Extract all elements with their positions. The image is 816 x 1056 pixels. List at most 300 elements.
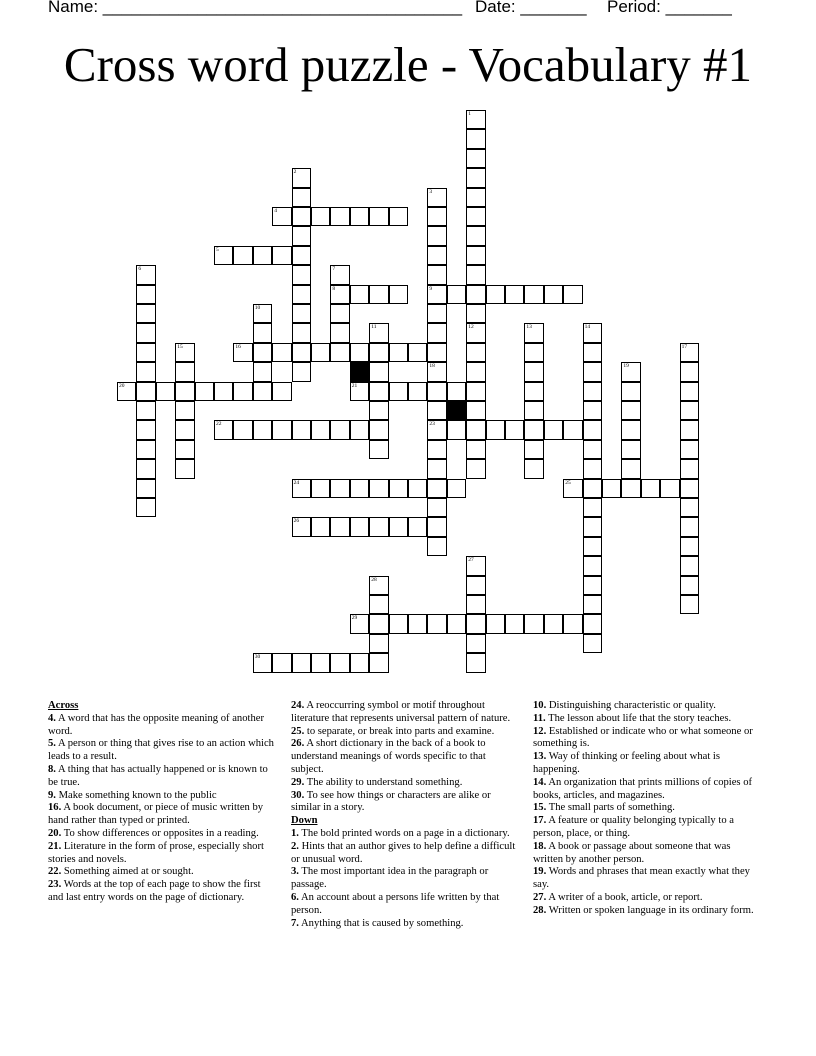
- grid-cell[interactable]: [466, 265, 485, 284]
- clue-number: 19: [623, 363, 629, 370]
- clue-item-number: 22.: [48, 866, 62, 878]
- grid-cell[interactable]: [272, 343, 291, 362]
- grid-cell[interactable]: [408, 517, 427, 536]
- grid-cell[interactable]: [136, 265, 155, 284]
- grid-cell[interactable]: [369, 401, 388, 420]
- clue-number: 18: [429, 363, 435, 370]
- name-field[interactable]: Name: ______________________________________: [48, 0, 463, 16]
- clue-item-number: 21.: [48, 840, 62, 852]
- grid-cell[interactable]: [447, 614, 466, 633]
- grid-cell[interactable]: [466, 343, 485, 362]
- grid-cell[interactable]: [408, 614, 427, 633]
- grid-cell[interactable]: [466, 459, 485, 478]
- grid-cell[interactable]: [330, 323, 349, 342]
- grid-cell[interactable]: [466, 362, 485, 381]
- grid-cell[interactable]: [369, 595, 388, 614]
- grid-cell[interactable]: [427, 285, 446, 304]
- clue-number: 29: [351, 615, 358, 622]
- grid-cell[interactable]: [680, 362, 699, 381]
- clues-column-3: [533, 700, 759, 918]
- grid-cell[interactable]: [447, 285, 466, 304]
- clue-item-text: The ability to understand something.: [306, 776, 463, 788]
- grid-cell[interactable]: [583, 537, 602, 556]
- grid-cell[interactable]: [292, 188, 311, 207]
- grid-cell[interactable]: [330, 343, 349, 362]
- grid-cell[interactable]: [427, 498, 446, 517]
- grid-cell[interactable]: [350, 517, 369, 536]
- clue-item-text: Written or spoken language in its ordinary form.: [548, 904, 754, 916]
- grid-cell[interactable]: [466, 207, 485, 226]
- grid-cell[interactable]: [350, 343, 369, 362]
- grid-cell[interactable]: [330, 653, 349, 672]
- grid-cell[interactable]: [369, 323, 388, 342]
- grid-cell[interactable]: [369, 479, 388, 498]
- grid-cell[interactable]: [292, 285, 311, 304]
- grid-cell[interactable]: [466, 653, 485, 672]
- grid-cell[interactable]: [175, 362, 194, 381]
- clue-number: 4: [274, 208, 277, 214]
- clue-number: 25: [565, 479, 571, 486]
- grid-cell[interactable]: [253, 382, 272, 401]
- grid-cell[interactable]: [136, 479, 155, 498]
- grid-cell[interactable]: [466, 304, 485, 323]
- clue-number: 22: [216, 421, 222, 428]
- grid-cell[interactable]: [466, 576, 485, 595]
- grid-cell[interactable]: [427, 304, 446, 323]
- grid-cell[interactable]: [369, 343, 388, 362]
- grid-cell[interactable]: [272, 653, 291, 672]
- grid-cell[interactable]: [292, 304, 311, 323]
- clue-item-number: 2.: [291, 840, 299, 852]
- grid-cell[interactable]: [233, 420, 252, 439]
- grid-cell[interactable]: [486, 420, 505, 439]
- grid-cell[interactable]: [641, 479, 660, 498]
- clue-item-text: Established or indicate who or what someone or something is.: [533, 725, 753, 750]
- grid-cell[interactable]: [214, 382, 233, 401]
- grid-cell[interactable]: [680, 595, 699, 614]
- grid-cell[interactable]: [408, 479, 427, 498]
- clue-item-number: 27.: [533, 891, 547, 903]
- grid-cell[interactable]: [621, 479, 640, 498]
- grid-cell[interactable]: [233, 343, 252, 362]
- clue-item-text: Words at the top of each page to show the first and last entry words on the page of dictionary.: [48, 879, 261, 903]
- grid-cell[interactable]: [272, 382, 291, 401]
- clue-item: [533, 777, 759, 803]
- grid-cell[interactable]: [466, 110, 485, 129]
- clue-item-number: 17.: [533, 815, 547, 827]
- grid-cell[interactable]: [466, 168, 485, 187]
- grid-cell[interactable]: [292, 653, 311, 672]
- grid-cell[interactable]: [583, 343, 602, 362]
- grid-cell[interactable]: [214, 420, 233, 439]
- date-field[interactable]: Date: _______: [475, 0, 587, 16]
- grid-cell[interactable]: [369, 207, 388, 226]
- clue-number: 9: [429, 285, 433, 292]
- grid-cell[interactable]: [466, 556, 485, 575]
- grid-cell[interactable]: [233, 382, 252, 401]
- grid-cell[interactable]: [621, 362, 640, 381]
- clue-item-text: To see how things or characters are alike or similar in a story.: [291, 789, 491, 814]
- grid-cell[interactable]: [175, 343, 194, 362]
- grid-cell[interactable]: [466, 634, 485, 653]
- clue-item-number: 5.: [48, 738, 56, 750]
- grid-cell[interactable]: [369, 285, 388, 304]
- grid-cell[interactable]: [350, 479, 369, 498]
- clue-item-text: A writer of a book, article, or report.: [548, 891, 703, 903]
- clue-number: 7: [332, 266, 336, 273]
- grid-cell[interactable]: [292, 168, 311, 187]
- grid-cell[interactable]: [389, 207, 408, 226]
- clue-item-number: 26.: [291, 738, 305, 750]
- grid-cell[interactable]: [292, 343, 311, 362]
- grid-cell[interactable]: [427, 188, 446, 207]
- clue-item-text: An organization that prints millions of copies of books, articles, and magazines.: [533, 776, 753, 801]
- grid-cell[interactable]: [136, 498, 155, 517]
- grid-cell[interactable]: [292, 265, 311, 284]
- grid-cell[interactable]: [369, 614, 388, 633]
- grid-cell[interactable]: [253, 420, 272, 439]
- grid-cell[interactable]: [621, 382, 640, 401]
- grid-cell[interactable]: [680, 498, 699, 517]
- grid-cell[interactable]: [369, 653, 388, 672]
- grid-cell[interactable]: [175, 401, 194, 420]
- clue-item: [291, 828, 517, 841]
- grid-cell[interactable]: [466, 382, 485, 401]
- grid-cell[interactable]: [311, 343, 330, 362]
- grid-cell[interactable]: [427, 362, 446, 381]
- grid-cell[interactable]: [544, 420, 563, 439]
- clue-number: 23: [429, 421, 435, 428]
- grid-cell[interactable]: [330, 207, 349, 226]
- clue-item-number: 1.: [291, 827, 299, 839]
- grid-cell[interactable]: [330, 517, 349, 536]
- grid-cell[interactable]: [292, 479, 311, 498]
- grid-cell[interactable]: [330, 420, 349, 439]
- grid-cell[interactable]: [350, 653, 369, 672]
- grid-cell[interactable]: [486, 614, 505, 633]
- grid-cell[interactable]: [524, 382, 543, 401]
- grid-cell[interactable]: [427, 207, 446, 226]
- grid-cell[interactable]: [214, 246, 233, 265]
- clue-item-number: 30.: [291, 789, 305, 801]
- grid-cell[interactable]: [389, 614, 408, 633]
- clue-number: 12: [468, 324, 474, 331]
- grid-cell[interactable]: [621, 440, 640, 459]
- clue-item-number: 15.: [533, 802, 547, 814]
- grid-cell[interactable]: [136, 343, 155, 362]
- clue-item-number: 23.: [48, 879, 62, 891]
- grid-cell[interactable]: [583, 634, 602, 653]
- grid-cell[interactable]: [505, 285, 524, 304]
- grid-cell[interactable]: [583, 517, 602, 536]
- grid-cell[interactable]: [292, 420, 311, 439]
- grid-cell[interactable]: [680, 576, 699, 595]
- clue-number: 6: [138, 266, 142, 273]
- grid-cell[interactable]: [466, 129, 485, 148]
- clue-number: 20: [119, 382, 125, 389]
- grid-cell[interactable]: [583, 382, 602, 401]
- grid-cell[interactable]: [330, 265, 349, 284]
- clue-item-text: Way of thinking or feeling about what is happening.: [533, 751, 720, 775]
- grid-cell[interactable]: [369, 420, 388, 439]
- clue-item-text: A person or thing that gives rise to an action which leads to a result.: [48, 738, 274, 763]
- grid-cell[interactable]: [311, 479, 330, 498]
- grid-cell[interactable]: [602, 479, 621, 498]
- grid-cell[interactable]: [408, 343, 427, 362]
- grid-cell[interactable]: [680, 459, 699, 478]
- grid-cell[interactable]: [466, 285, 485, 304]
- clue-item-number: 18.: [533, 840, 547, 852]
- grid-cell[interactable]: [389, 343, 408, 362]
- grid-cell[interactable]: [427, 614, 446, 633]
- grid-cell[interactable]: [350, 420, 369, 439]
- grid-cell[interactable]: [195, 382, 214, 401]
- grid-cell[interactable]: [369, 576, 388, 595]
- grid-cell[interactable]: [583, 420, 602, 439]
- grid-cell[interactable]: [660, 479, 679, 498]
- grid-cell[interactable]: [466, 614, 485, 633]
- grid-cell[interactable]: [136, 440, 155, 459]
- grid-cell[interactable]: [369, 382, 388, 401]
- grid-cell[interactable]: [369, 517, 388, 536]
- grid-cell[interactable]: [136, 323, 155, 342]
- clue-number: 13: [526, 324, 532, 331]
- grid-cell[interactable]: [447, 479, 466, 498]
- grid-cell[interactable]: [563, 285, 582, 304]
- grid-cell[interactable]: [156, 382, 175, 401]
- clue-number: 27: [468, 557, 474, 564]
- grid-cell[interactable]: [524, 343, 543, 362]
- grid-cell[interactable]: [680, 401, 699, 420]
- grid-cell[interactable]: [292, 517, 311, 536]
- grid-cell[interactable]: [253, 323, 272, 342]
- clue-item-number: 3.: [291, 866, 299, 878]
- grid-cell[interactable]: [369, 440, 388, 459]
- clue-number: 16: [235, 343, 241, 350]
- grid-cell[interactable]: [466, 246, 485, 265]
- grid-cell[interactable]: [466, 401, 485, 420]
- grid-cell[interactable]: [350, 382, 369, 401]
- grid-cell[interactable]: [466, 595, 485, 614]
- grid-cell[interactable]: [311, 653, 330, 672]
- grid-cell[interactable]: [427, 246, 446, 265]
- grid-cell[interactable]: [680, 343, 699, 362]
- grid-cell[interactable]: [427, 323, 446, 342]
- clue-item-number: 4.: [48, 712, 56, 724]
- clue-item-text: A reoccurring symbol or motif throughout literature that represents universal pattern of nature.: [291, 700, 511, 724]
- grid-cell[interactable]: [272, 207, 291, 226]
- clue-item: [48, 866, 274, 879]
- grid-cell[interactable]: [175, 382, 194, 401]
- grid-cell[interactable]: [583, 614, 602, 633]
- grid-cell[interactable]: [311, 420, 330, 439]
- clue-item-text: The small parts of something.: [548, 802, 675, 814]
- grid-cell[interactable]: [583, 479, 602, 498]
- grid-cell[interactable]: [389, 382, 408, 401]
- grid-cell[interactable]: [466, 420, 485, 439]
- clue-section-heading: Across: [48, 700, 79, 711]
- grid-cell[interactable]: [389, 285, 408, 304]
- clue-item: [291, 790, 517, 816]
- grid-cell[interactable]: [524, 440, 543, 459]
- grid-cell[interactable]: [136, 304, 155, 323]
- grid-cell[interactable]: [524, 614, 543, 633]
- grid-cell[interactable]: [466, 226, 485, 245]
- grid-cell[interactable]: [427, 537, 446, 556]
- grid-cell[interactable]: [136, 382, 155, 401]
- clue-number: 3: [429, 188, 433, 195]
- grid-cell[interactable]: [583, 556, 602, 575]
- clue-number: 30: [254, 654, 261, 661]
- grid-cell[interactable]: [583, 362, 602, 381]
- grid-cell[interactable]: [583, 459, 602, 478]
- grid-cell[interactable]: [505, 614, 524, 633]
- clue-item: [291, 700, 517, 726]
- grid-cell[interactable]: [253, 343, 272, 362]
- grid-cell[interactable]: [350, 207, 369, 226]
- grid-cell[interactable]: [524, 459, 543, 478]
- grid-cell[interactable]: [466, 149, 485, 168]
- grid-cell[interactable]: [427, 382, 446, 401]
- grid-cell[interactable]: [544, 285, 563, 304]
- grid-cell[interactable]: [621, 420, 640, 439]
- grid-cell[interactable]: [136, 285, 155, 304]
- grid-cell[interactable]: [253, 246, 272, 265]
- grid-cell[interactable]: [583, 576, 602, 595]
- grid-cell[interactable]: [136, 401, 155, 420]
- grid-cell[interactable]: [563, 479, 582, 498]
- grid-cell[interactable]: [466, 188, 485, 207]
- grid-cell[interactable]: [292, 226, 311, 245]
- grid-cell[interactable]: [563, 420, 582, 439]
- grid-cell[interactable]: [408, 382, 427, 401]
- grid-cell[interactable]: [524, 323, 543, 342]
- clue-number: 17: [681, 343, 688, 350]
- grid-cell[interactable]: [680, 537, 699, 556]
- grid-cell[interactable]: [292, 207, 311, 226]
- grid-cell[interactable]: [680, 440, 699, 459]
- grid-cell[interactable]: [524, 362, 543, 381]
- grid-cell[interactable]: [680, 556, 699, 575]
- period-field[interactable]: Period: _______: [607, 0, 732, 16]
- grid-cell[interactable]: [136, 420, 155, 439]
- grid-cell[interactable]: [253, 304, 272, 323]
- grid-cell[interactable]: [389, 479, 408, 498]
- grid-cell[interactable]: [563, 614, 582, 633]
- grid-cell[interactable]: [330, 285, 349, 304]
- clue-number: 1: [468, 111, 471, 117]
- grid-cell[interactable]: [427, 420, 446, 439]
- grid-cell[interactable]: [583, 498, 602, 517]
- grid-cell[interactable]: [311, 207, 330, 226]
- grid-cell[interactable]: [427, 440, 446, 459]
- clue-item: [48, 802, 274, 828]
- grid-cell[interactable]: [427, 226, 446, 245]
- clue-item: [291, 892, 517, 918]
- grid-cell[interactable]: [175, 440, 194, 459]
- grid-cell[interactable]: [427, 401, 446, 420]
- clue-number: 24: [293, 479, 300, 486]
- clue-item-text: The bold printed words on a page in a dictionary.: [301, 827, 510, 839]
- grid-cell[interactable]: [427, 479, 446, 498]
- clue-item-text: To show differences or opposites in a reading.: [63, 827, 259, 839]
- grid-cell[interactable]: [272, 246, 291, 265]
- grid-cell[interactable]: [233, 246, 252, 265]
- grid-cell[interactable]: [583, 595, 602, 614]
- grid-cell[interactable]: [505, 420, 524, 439]
- grid-cell[interactable]: [350, 285, 369, 304]
- grid-cell[interactable]: [427, 343, 446, 362]
- clue-item-number: 7.: [291, 917, 299, 929]
- grid-cell[interactable]: [680, 517, 699, 536]
- grid-cell[interactable]: [583, 323, 602, 342]
- clue-item-number: 10.: [533, 700, 547, 711]
- grid-cell[interactable]: [389, 517, 408, 536]
- grid-cell[interactable]: [136, 362, 155, 381]
- grid-cell[interactable]: [524, 420, 543, 439]
- clue-item-text: Something aimed at or sought.: [63, 866, 194, 878]
- grid-cell[interactable]: [680, 382, 699, 401]
- grid-cell[interactable]: [272, 420, 291, 439]
- grid-cell[interactable]: [330, 304, 349, 323]
- clue-item-number: 28.: [533, 904, 547, 916]
- grid-cell[interactable]: [369, 634, 388, 653]
- grid-cell[interactable]: [427, 265, 446, 284]
- clue-item: [533, 892, 759, 905]
- grid-cell[interactable]: [486, 285, 505, 304]
- grid-cell[interactable]: [621, 401, 640, 420]
- clue-item-number: 6.: [291, 891, 299, 903]
- grid-cell[interactable]: [175, 459, 194, 478]
- grid-cell[interactable]: [175, 420, 194, 439]
- clue-item: [533, 751, 759, 777]
- clue-item-number: 8.: [48, 763, 56, 775]
- grid-cell[interactable]: [311, 517, 330, 536]
- grid-cell[interactable]: [427, 459, 446, 478]
- clue-item-number: 24.: [291, 700, 305, 711]
- grid-cell[interactable]: [447, 420, 466, 439]
- grid-cell[interactable]: [466, 323, 485, 342]
- grid-cell[interactable]: [292, 362, 311, 381]
- grid-cell[interactable]: [466, 440, 485, 459]
- grid-cell[interactable]: [136, 459, 155, 478]
- grid-cell[interactable]: [369, 362, 388, 381]
- clue-item: [291, 866, 517, 892]
- grid-cell[interactable]: [117, 382, 136, 401]
- clue-item-text: A book document, or piece of music written by hand rather than typed or printed.: [48, 802, 264, 827]
- grid-cell[interactable]: [330, 479, 349, 498]
- clues-column-1: [48, 700, 274, 905]
- grid-cell[interactable]: [680, 420, 699, 439]
- grid-cell[interactable]: [621, 459, 640, 478]
- grid-cell[interactable]: [524, 401, 543, 420]
- grid-cell[interactable]: [427, 517, 446, 536]
- grid-cell[interactable]: [253, 362, 272, 381]
- grid-cell[interactable]: [292, 323, 311, 342]
- grid-cell[interactable]: [544, 614, 563, 633]
- grid-cell[interactable]: [680, 479, 699, 498]
- clue-item-number: 25.: [291, 725, 305, 737]
- grid-cell[interactable]: [524, 285, 543, 304]
- clue-item: [533, 866, 759, 892]
- grid-cell[interactable]: [350, 614, 369, 633]
- grid-cell[interactable]: [447, 382, 466, 401]
- grid-cell[interactable]: [583, 401, 602, 420]
- grid-cell[interactable]: [253, 653, 272, 672]
- clue-item-text: The most important idea in the paragraph or passage.: [291, 866, 489, 891]
- grid-cell[interactable]: [583, 440, 602, 459]
- grid-cell[interactable]: [292, 246, 311, 265]
